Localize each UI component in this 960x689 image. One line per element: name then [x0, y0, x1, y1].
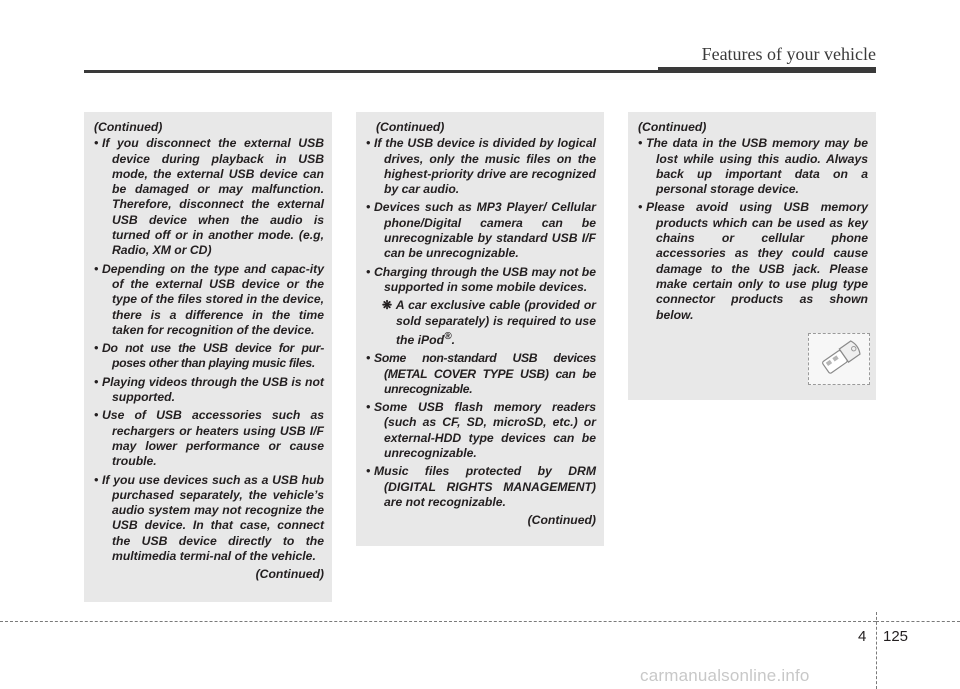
list-item: • The data in the USB memory may be lost while using this audio. Always back up important data on a personal storage device. [638, 136, 868, 197]
continued-label: (Continued) [376, 120, 445, 134]
bullet-list [366, 351, 596, 510]
continued-label: (Continued) [94, 120, 163, 134]
text-column-2 [356, 112, 604, 546]
list-item: • Some USB flash memory readers (such as CF, SD, microSD, etc.) or external-HDD type devices can be unrecognizable. [366, 400, 596, 461]
list-item: • If the USB device is divided by logical drives, only the music files on the highest-priority drive are recognized by car audio. [366, 136, 596, 197]
note-symbol: ❋ [382, 298, 393, 313]
continued-label: (Continued) [255, 567, 324, 582]
list-item: • Do not use the USB device for pur-poses other than playing music files. [94, 341, 324, 372]
header-rule-accent [658, 67, 876, 72]
list-item: • Devices such as MP3 Player/ Cellular phone/Digital camera can be unrecognizable by standard USB I/F can be unrecognizable. [366, 200, 596, 261]
footer-rule [0, 621, 876, 622]
bullet-list [638, 136, 868, 323]
bullet-list [366, 136, 596, 295]
note [366, 298, 596, 348]
note-end: . [451, 332, 455, 347]
note-text: A car exclusive cable (provided or sold separately) is required to use the iPod [395, 298, 597, 347]
text-column-1 [84, 112, 332, 602]
footer-rule [876, 621, 960, 622]
usb-flash-drive-icon [809, 334, 869, 384]
continued-label: (Continued) [527, 513, 596, 528]
list-item: • If you disconnect the external USB device during playback in USB mode, the external USB device can be damaged or may malfunction. Therefore, disconnect the external USB device when the audio is turned off or in another mode. (e.g, Radio, XM or CD) [94, 136, 324, 258]
list-item: • Some non-standard USB devices (METAL COVER TYPE USB) can be unrecognizable. [366, 351, 596, 397]
list-item: • Use of USB accessories such as rechargers or heaters using USB I/F may lower performance or cause trouble. [94, 408, 324, 469]
list-item: • Depending on the type and capac-ity of the external USB device or the type of the files stored in the device, there is a difference in the time taken for recognition of the device. [94, 262, 324, 338]
list-item: • Playing videos through the USB is not supported. [94, 375, 324, 406]
registered-mark: ® [444, 330, 452, 342]
list-item: • Charging through the USB may not be supported in some mobile devices. [366, 265, 596, 296]
continued-label: (Continued) [638, 120, 707, 134]
watermark: carmanualsonline.info [640, 666, 810, 685]
list-item: • Music files protected by DRM (DIGITAL RIGHTS MANAGEMENT) are not recognizable. [366, 464, 596, 510]
section-title: Features of your vehicle [701, 44, 876, 64]
footer-divider [876, 612, 877, 689]
chapter-number: 4 [858, 628, 867, 645]
list-item: • Please avoid using USB memory products which can be used as key chains or cellular phone accessories as they could cause damage to the USB jack. Please make certain only to use plug type connector products as shown below. [638, 200, 868, 322]
usb-figure [808, 333, 870, 385]
bullet-list [94, 136, 324, 564]
list-item: • If you use devices such as a USB hub purchased separately, the vehicle’s audio system may not recognize the USB device. In that case, connect the USB device directly to the multimedia termi-nal of the vehicle. [94, 473, 324, 565]
page-number: 125 [883, 628, 909, 645]
